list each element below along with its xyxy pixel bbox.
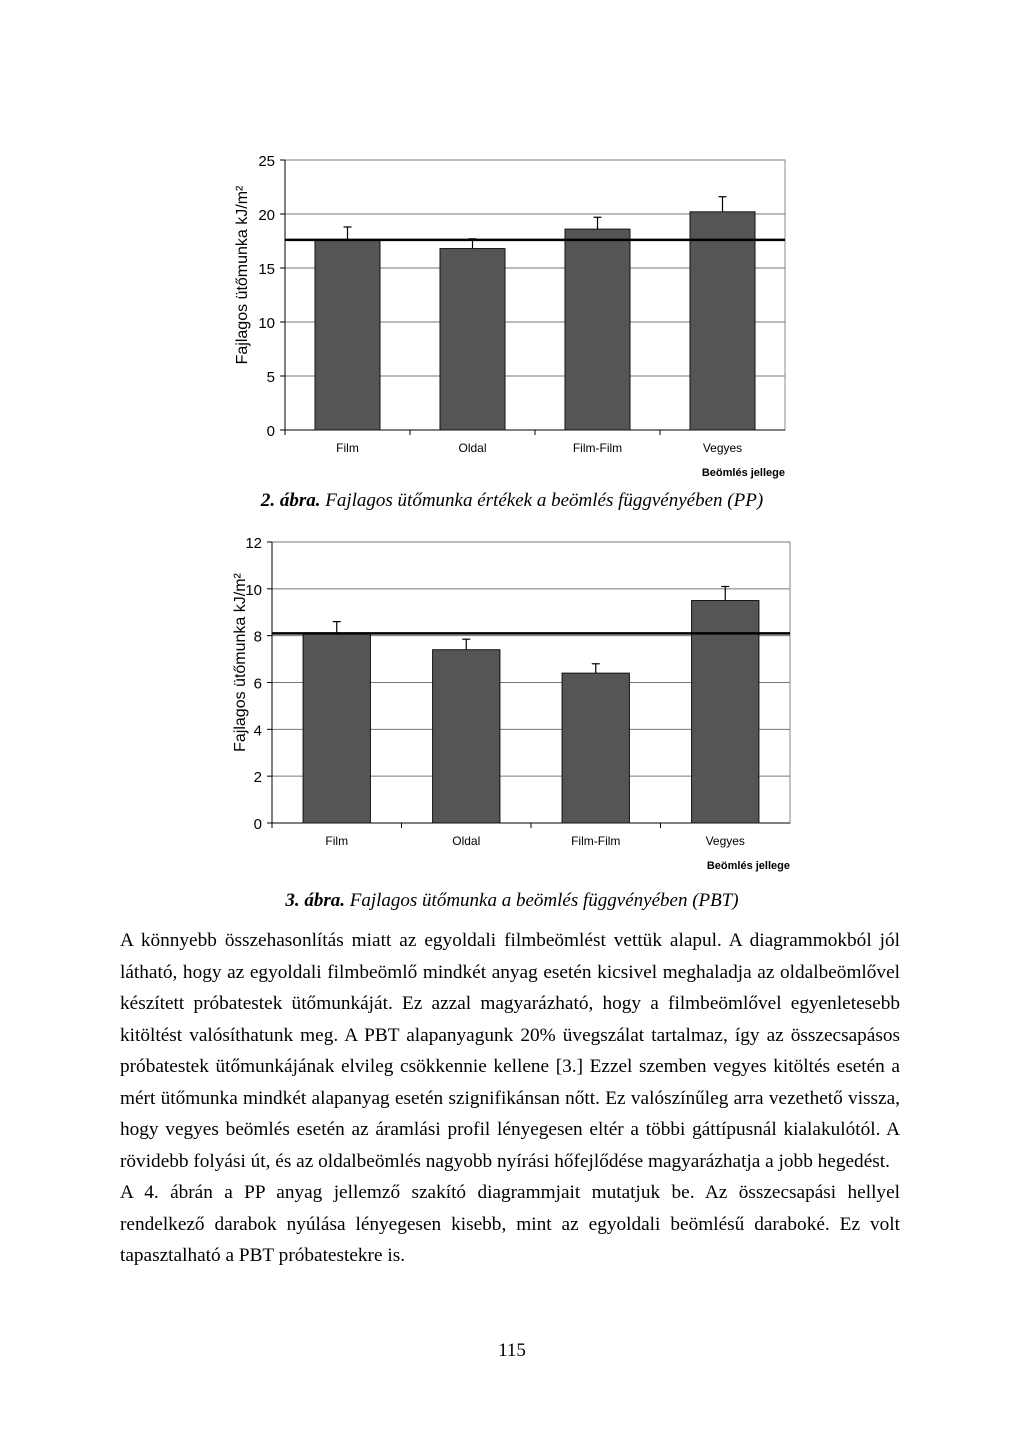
x-tick-label: Film-Film: [572, 441, 623, 455]
y-tick-label: 4: [253, 722, 262, 740]
bar: [562, 673, 629, 823]
x-axis-label: Beömlés jellege: [701, 467, 785, 479]
figure-3-text: Fajlagos ütőmunka a beömlés függvényében (PBT): [349, 890, 739, 911]
y-tick-label: 0: [253, 816, 262, 833]
y-tick-label: 0: [266, 423, 275, 440]
paragraph-2: A 4. ábrán a PP anyag jellemző szakító diagrammjait mutatjuk be. Az összecsapási hellyel rendelkező darabok nyúlása lényegesen kisebb, mint az egyoldali beömlésű daraboké. Ez volt tapasztalható a PBT próbatestekre is.: [120, 1182, 900, 1266]
paragraph-1: A könnyebb összehasonlítás miatt az egyoldali filmbeömlést vettük alapul. A diagrammokból jól látható, hogy az egyoldali filmbeömlő mindkét anyag esetén kicsivel meghaladja az oldalbeömlővel készített próbatestek ütőmunkáját. Ez azzal magyarázható, hogy a filmbeömlővel egyenletesebb kitöltést valósíthatunk meg. A PBT alapanyagunk 20% üvegszálat tartalmaz, így az összecsapásos próbatestek ütőmunkájának elvileg csökkennie kellene [3.] Ezzel szemben vegyes kitöltés esetén a mért ütőmunka mindkét alapanyag esetén szignifikánsan nőtt. Ez valószínűleg arra vezethető vissza, hogy vegyes beömlés esetén az áramlási profil lényegesen eltér a többi gáttípusnál kialakulótól. A rövidebb folyási út, és az oldalbeömlés nagyobb nyírási hőfejlődése magyarázhatja a jobb hegedést.: [120, 930, 900, 1172]
y-axis-label: Fajlagos ütőmunka kJ/m²: [232, 573, 249, 752]
bar: [303, 633, 370, 823]
x-tick-label: Oldal: [452, 834, 481, 848]
x-tick-label: Film: [336, 441, 359, 455]
bar: [433, 650, 500, 823]
bar: [690, 212, 755, 430]
y-tick-label: 15: [258, 261, 275, 278]
y-tick-label: 10: [258, 315, 275, 332]
y-tick-label: 12: [245, 535, 262, 552]
figure-2-number: 2. ábra.: [260, 490, 321, 511]
figure-2-caption: [0, 490, 1024, 512]
y-tick-label: 25: [258, 153, 275, 170]
bar: [565, 229, 630, 430]
body-text: [120, 925, 900, 1272]
y-tick-label: 10: [245, 581, 262, 599]
y-tick-label: 5: [266, 369, 275, 386]
x-tick-label: Film-Film: [571, 834, 621, 848]
y-tick-label: 2: [253, 769, 262, 787]
bar: [315, 240, 380, 430]
x-tick-label: Oldal: [458, 441, 487, 455]
y-tick-label: 6: [253, 675, 262, 693]
x-tick-label: Vegyes: [702, 441, 743, 455]
figure-3-number: 3. ábra.: [285, 890, 345, 911]
y-tick-label: 8: [253, 628, 262, 646]
y-tick-label: 20: [258, 207, 275, 224]
chart-fig2: [0, 130, 1024, 480]
bar: [440, 249, 505, 430]
x-tick-label: Film: [325, 834, 349, 848]
x-axis-label: Beömlés jellege: [706, 860, 790, 872]
figure-2-text: Fajlagos ütőmunka értékek a beömlés függvényében (PP): [325, 490, 764, 511]
figure-3-caption: [0, 890, 1024, 912]
y-axis-label: Fajlagos ütőmunka kJ/m²: [234, 185, 251, 365]
x-tick-label: Vegyes: [705, 834, 745, 848]
chart-fig3: [0, 525, 1024, 875]
page-number: 115: [498, 1340, 526, 1361]
